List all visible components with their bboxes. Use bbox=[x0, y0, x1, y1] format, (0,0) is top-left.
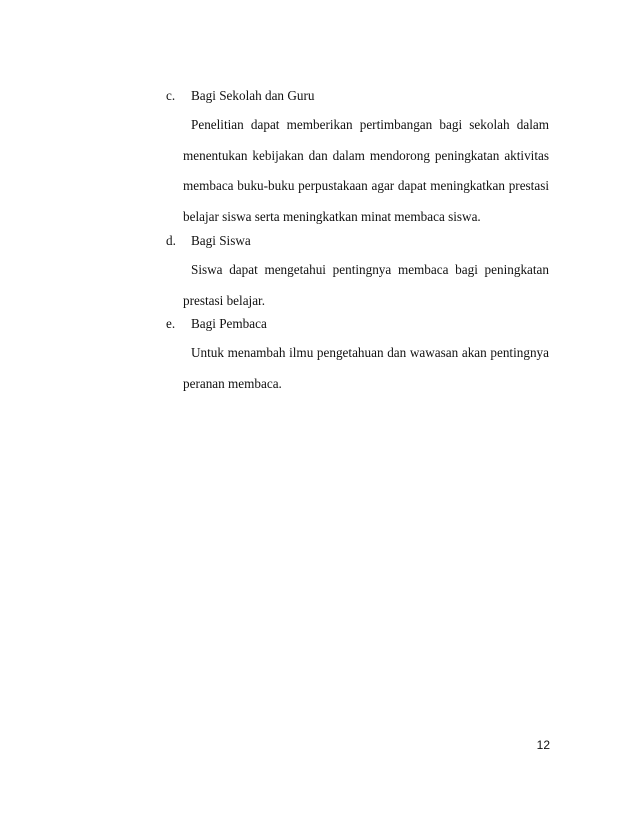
list-marker: d. bbox=[166, 233, 176, 248]
list-marker: c. bbox=[166, 88, 176, 103]
section-title: Bagi Pembaca bbox=[191, 316, 267, 331]
section-title: Bagi Siswa bbox=[191, 233, 251, 248]
section-title: Bagi Sekolah dan Guru bbox=[191, 88, 315, 103]
section-heading-c bbox=[166, 88, 550, 104]
section-heading-d bbox=[166, 233, 550, 249]
list-marker: e. bbox=[166, 316, 176, 331]
section-paragraph-c: Penelitian dapat memberikan pertimbangan bagi sekolah dalam menentukan kebijakan dan dalam mendorong peningkatan aktivitas membaca buku-buku perpustakaan agar dapat meningkatkan prestasi belajar siswa serta meningkatkan minat membaca siswa. bbox=[183, 117, 549, 224]
section-paragraph-e: Untuk menambah ilmu pengetahuan dan wawasan akan pentingnya peranan membaca. bbox=[183, 345, 549, 391]
section-heading-e bbox=[166, 316, 550, 332]
section-paragraph-d: Siswa dapat mengetahui pentingnya membaca bagi peningkatan prestasi belajar. bbox=[183, 262, 549, 308]
page-number: 12 bbox=[536, 738, 550, 752]
